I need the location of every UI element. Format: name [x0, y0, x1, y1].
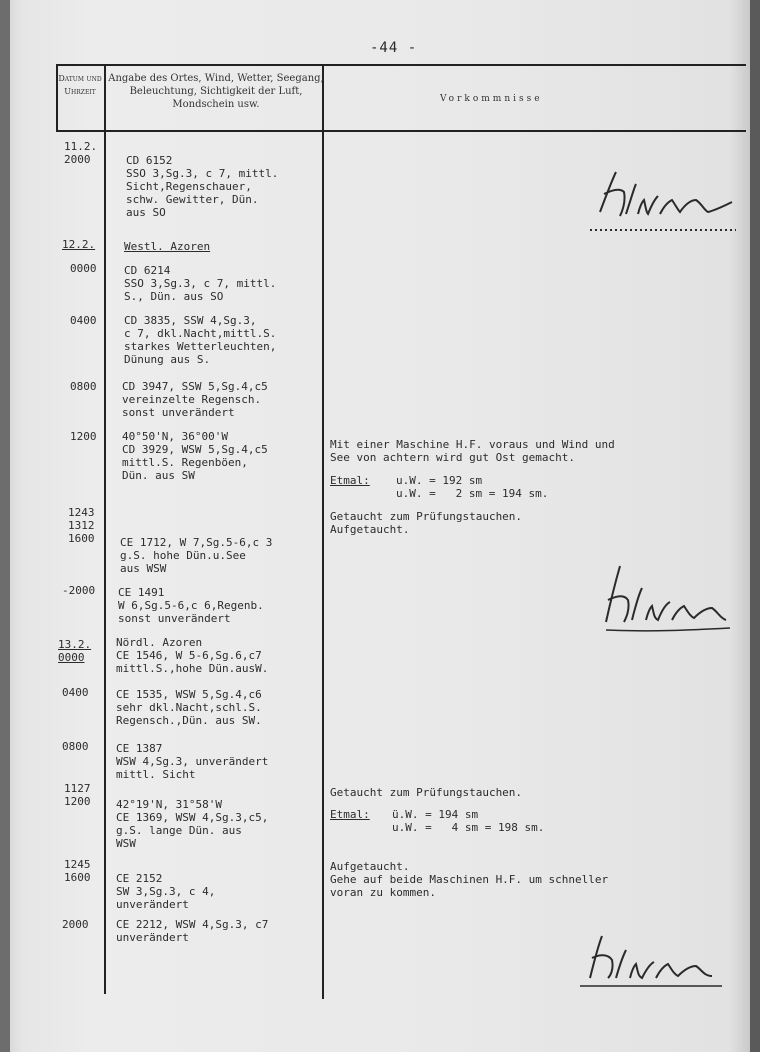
time-cell-date: 13.2. 0000 — [58, 638, 92, 664]
header-datum: Datum und Uhrzeit — [58, 74, 102, 96]
observation-cell: CD 3835, SSW 4,Sg.3, c 7, dkl.Nacht,mittl.S. starkes Wetterleuchten, Dünung aus S. — [124, 314, 277, 366]
time-cell: 0800 — [70, 380, 97, 393]
observation-location: Westl. Azoren — [124, 240, 211, 253]
event-text: Mit einer Maschine H.F. voraus und Wind und See von achtern wird gut Ost gemacht. — [330, 438, 615, 464]
event-text: Getaucht zum Prüfungstauchen. Aufgetaucht. — [330, 510, 523, 536]
header-angabe: Angabe des Ortes, Wind, Wetter, Seegang, Beleuchtung, Sichtigkeit der Luft, Mondschein usw. — [108, 73, 324, 110]
time-cell: 1243 1312 1600 — [68, 506, 95, 545]
header-bottom-border — [56, 130, 746, 132]
event-text: Getaucht zum Prüfungstauchen. — [330, 786, 523, 799]
time-cell: 2000 — [62, 918, 89, 931]
column-divider-1 — [104, 64, 106, 994]
time-cell: 11.2. 2000 — [64, 140, 98, 166]
time-cell-date: 12.2. — [62, 238, 96, 251]
time-cell: 0400 — [62, 686, 89, 699]
time-cell: -2000 — [62, 584, 96, 597]
signature-mark — [586, 166, 746, 240]
observation-cell: CD 3947, SSW 5,Sg.4,c5 vereinzelte Regensch. sonst unverändert — [122, 380, 268, 419]
time-cell: 0800 — [62, 740, 89, 753]
header-vorkommnisse: Vorkommnisse — [440, 94, 543, 104]
observation-cell: CE 1712, W 7,Sg.5-6,c 3 g.S. hohe Dün.u.See aus WSW — [120, 536, 273, 575]
observation-cell: CD 6214 SSO 3,Sg.3, c 7, mittl. S., Dün. aus SO — [124, 264, 277, 303]
observation-cell: CE 1491 W 6,Sg.5-6,c 6,Regenb. sonst unverändert — [118, 586, 264, 625]
scan-edge-left — [0, 0, 10, 1052]
observation-cell: CE 2212, WSW 4,Sg.3, c7 unverändert — [116, 918, 269, 944]
event-text: Aufgetaucht. Gehe auf beide Maschinen H.F. um schneller voran zu kommen. — [330, 860, 609, 899]
signature-mark — [592, 560, 742, 640]
time-cell: 1245 1600 — [64, 858, 91, 884]
etmal-values: ü.W. = 194 sm u.W. = 4 sm = 198 sm. — [392, 808, 545, 834]
time-cell: 0000 — [70, 262, 97, 275]
etmal-values: u.W. = 192 sm u.W. = 2 sm = 194 sm. — [396, 474, 549, 500]
observation-cell: 42°19'N, 31°58'W CE 1369, WSW 4,Sg.3,c5, g.S. lange Dün. aus WSW — [116, 798, 269, 850]
time-cell: 1127 1200 — [64, 782, 91, 808]
observation-cell: CE 2152 SW 3,Sg.3, c 4, unverändert — [116, 872, 216, 911]
etmal-label: Etmal: — [330, 474, 370, 487]
table-top-border — [56, 64, 746, 66]
column-divider-2 — [322, 64, 324, 999]
etmal-label: Etmal: — [330, 808, 370, 821]
signature-mark — [572, 928, 732, 992]
page-number: -44 - — [370, 40, 418, 56]
observation-cell: CE 1535, WSW 5,Sg.4,c6 sehr dkl.Nacht,schl.S. Regensch.,Dün. aus SW. — [116, 688, 262, 727]
time-cell: 1200 — [70, 430, 97, 443]
observation-cell: Nördl. Azoren CE 1546, W 5-6,Sg.6,c7 mittl.S.,hohe Dün.ausW. — [116, 636, 269, 675]
time-cell: 0400 — [70, 314, 97, 327]
observation-cell: CE 1387 WSW 4,Sg.3, unverändert mittl. Sicht — [116, 742, 269, 781]
observation-cell: CD 6152 SSO 3,Sg.3, c 7, mittl. Sicht,Regenschauer, schw. Gewitter, Dün. aus SO — [126, 154, 279, 219]
observation-cell: 40°50'N, 36°00'W CD 3929, WSW 5,Sg.4,c5 mittl.S. Regenböen, Dün. aus SW — [122, 430, 268, 482]
scan-edge-right — [750, 0, 760, 1052]
